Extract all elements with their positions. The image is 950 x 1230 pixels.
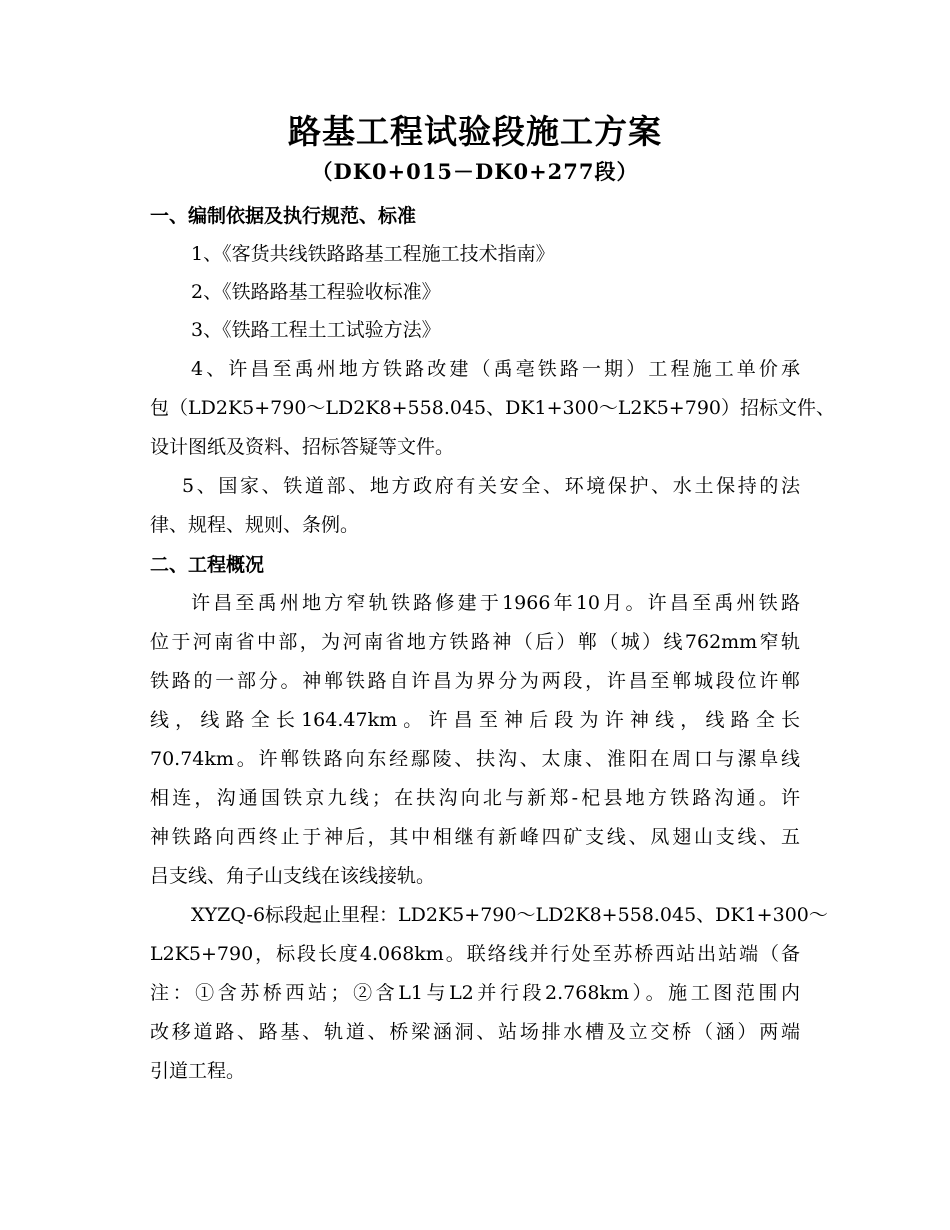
overview-paragraph-line: 70.74km。许郸铁路向东经鄢陵、扶沟、太康、淮阳在周口与漯阜线 <box>150 748 800 770</box>
scope-paragraph-line: XYZQ-6标段起止里程：LD2K5+790～LD2K8+558.045、DK1+300～ <box>191 904 828 926</box>
document-subtitle: （DK0+015－DK0+277段） <box>311 159 639 184</box>
section-heading-1: 一、编制依据及执行规范、标准 <box>150 205 417 227</box>
reference-item-5-line: 律、规程、规则、条例。 <box>150 514 360 536</box>
overview-paragraph-line: 铁路的一部分。神郸铁路自许昌为界分为两段，许昌至郸城段位许郸 <box>150 670 800 692</box>
reference-item-5-line: 5、国家、铁道部、地方政府有关安全、环境保护、水土保持的法 <box>182 475 800 497</box>
reference-item-4-line: 设计图纸及资料、招标答疑等文件。 <box>150 436 455 458</box>
document-title: 路基工程试验段施工方案 <box>288 112 662 151</box>
reference-item-3: 3、《铁路工程土工试验方法》 <box>191 319 441 341</box>
overview-paragraph-line: 吕支线、角子山支线在该线接轨。 <box>150 865 436 887</box>
scope-paragraph-line: 改移道路、路基、轨道、桥梁涵洞、站场排水槽及立交桥（涵）两端 <box>150 1021 800 1043</box>
scope-paragraph-line: 引道工程。 <box>150 1060 246 1082</box>
section-heading-2: 二、工程概况 <box>150 554 265 576</box>
reference-item-2: 2、《铁路路基工程验收标准》 <box>191 281 441 303</box>
overview-paragraph-line: 位于河南省中部，为河南省地方铁路神（后）郸（城）线762mm窄轨 <box>150 631 800 653</box>
reference-item-4-line: 4、许昌至禹州地方铁路改建（禹亳铁路一期）工程施工单价承 <box>191 358 800 380</box>
overview-paragraph-line: 线，线路全长164.47km。许昌至神后段为许神线，线路全长 <box>150 709 800 731</box>
scope-paragraph-line: 注：①含苏桥西站；②含L1与L2并行段2.768km）。施工图范围内 <box>150 982 800 1004</box>
overview-paragraph-line: 许昌至禹州地方窄轨铁路修建于1966年10月。许昌至禹州铁路 <box>191 592 800 614</box>
overview-paragraph-line: 相连，沟通国铁京九线；在扶沟向北与新郑-杞县地方铁路沟通。许 <box>150 787 800 809</box>
scope-paragraph-line: L2K5+790，标段长度4.068km。联络线并行处至苏桥西站出站端（备 <box>150 943 800 965</box>
reference-item-4-line: 包（LD2K5+790～LD2K8+558.045、DK1+300～L2K5+790）招标文件、 <box>150 397 835 419</box>
reference-item-1: 1、《客货共线铁路路基工程施工技术指南》 <box>191 243 555 265</box>
overview-paragraph-line: 神铁路向西终止于神后，其中相继有新峰四矿支线、凤翅山支线、五 <box>150 826 800 848</box>
